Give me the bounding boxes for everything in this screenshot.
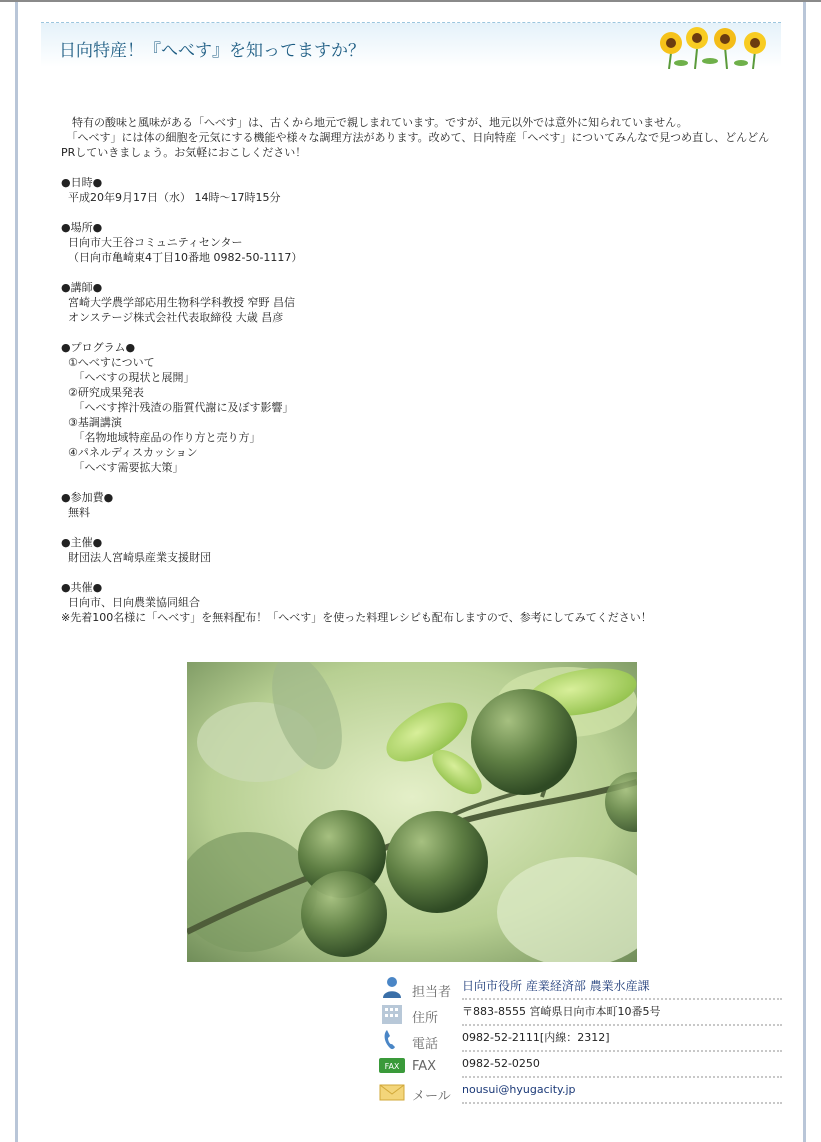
section-line: ④パネルディスカッション [68, 446, 198, 459]
fax-icon [378, 1054, 406, 1076]
svg-text:FAX: FAX [384, 1062, 400, 1071]
email-link[interactable]: nousui@hyugacity.jp [462, 1078, 782, 1104]
section-heading: ●日時● [61, 176, 103, 189]
section-heading: ●参加費● [61, 491, 114, 504]
section-line: ②研究成果発表 [68, 386, 144, 399]
page-title: 日向特産！『へべす』を知ってますか？ [59, 41, 365, 61]
section-heading: ●プログラム● [61, 341, 136, 354]
section-line: 平成20年9月17日（水） 14時～17時15分 [68, 191, 281, 204]
section-line: 「へべす需要拡大策」 [68, 461, 184, 474]
hebesu-fruit-photo [187, 662, 637, 962]
person-icon [378, 976, 406, 998]
contact-row-fax [378, 1052, 782, 1078]
section-line: オンステージ株式会社代表取締役 大歳 昌彦 [68, 311, 284, 324]
section-line: 財団法人宮崎県産業支援財団 [68, 551, 211, 564]
section-venue [61, 220, 781, 265]
section-line: 「へべすの現状と展開」 [68, 371, 195, 384]
section-line: ①へべすについて [68, 356, 155, 369]
contact-row-email [378, 1078, 782, 1104]
section-heading: ●共催● [61, 581, 103, 594]
section-line: 「名物地域特産品の作り方と売り方」 [68, 431, 261, 444]
section-line: （日向市亀崎東4丁目10番地 0982-50-1117） [68, 251, 303, 264]
contact-row-phone [378, 1026, 782, 1052]
department-link[interactable]: 日向市役所 産業経済部 農業水産課 [462, 974, 782, 1000]
contact-row-person [378, 974, 782, 1000]
contact-label: メール [412, 1089, 451, 1104]
intro-line: 特有の酸味と風味がある「へべす」は、古くから地元で親しまれています。ですが、地元以外では意外に知られていません。 [61, 116, 688, 129]
fax-value: 0982-52-0250 [462, 1052, 782, 1078]
sunflowers-icon [655, 23, 777, 69]
section-line: 無料 [68, 506, 90, 519]
section-heading: ●主催● [61, 536, 103, 549]
intro-line: 「へべす」には体の細胞を元気にする機能や様々な調理方法があります。改めて、日向特産「へべす」についてみんなで見つめ直し、どんどん [61, 131, 770, 144]
contact-row-address [378, 1000, 782, 1026]
section-datetime [61, 175, 781, 205]
contact-label: FAX [412, 1059, 437, 1074]
section-program [61, 340, 781, 475]
intro-line: PRしていきましょう。お気軽におこしください！ [61, 146, 307, 159]
envelope-icon [378, 1080, 406, 1102]
intro-text [61, 115, 781, 160]
section-fee [61, 490, 781, 520]
section-co-organizer [61, 580, 781, 610]
section-line: 宮崎大学農学部応用生物科学科教授 窄野 昌信 [68, 296, 295, 309]
event-description [61, 115, 781, 625]
section-organizer [61, 535, 781, 565]
notice-text: ※先着100名様に「へべす」を無料配布！「へべす」を使った料理レシピも配布しますので、参考にしてみてください！ [61, 611, 652, 624]
address-value: 〒883-8555 宮崎県日向市本町10番5号 [462, 1000, 782, 1026]
contact-info [378, 974, 782, 1104]
section-heading: ●講師● [61, 281, 103, 294]
phone-icon [378, 1028, 406, 1050]
section-line: ③基調講演 [68, 416, 122, 429]
contact-label: 住所 [412, 1011, 439, 1026]
section-line: 日向市、日向農業協同組合 [68, 596, 200, 609]
building-icon [378, 1002, 406, 1024]
phone-value: 0982-52-2111[内線：2312] [462, 1026, 782, 1052]
page-header [41, 22, 781, 67]
contact-label: 電話 [412, 1037, 439, 1052]
section-line: 「へべす搾汁残渣の脂質代謝に及ぼす影響」 [68, 401, 294, 414]
section-line: 日向市大王谷コミュニティセンター [68, 236, 243, 249]
section-lecturers [61, 280, 781, 325]
section-heading: ●場所● [61, 221, 103, 234]
contact-label: 担当者 [412, 985, 452, 1000]
